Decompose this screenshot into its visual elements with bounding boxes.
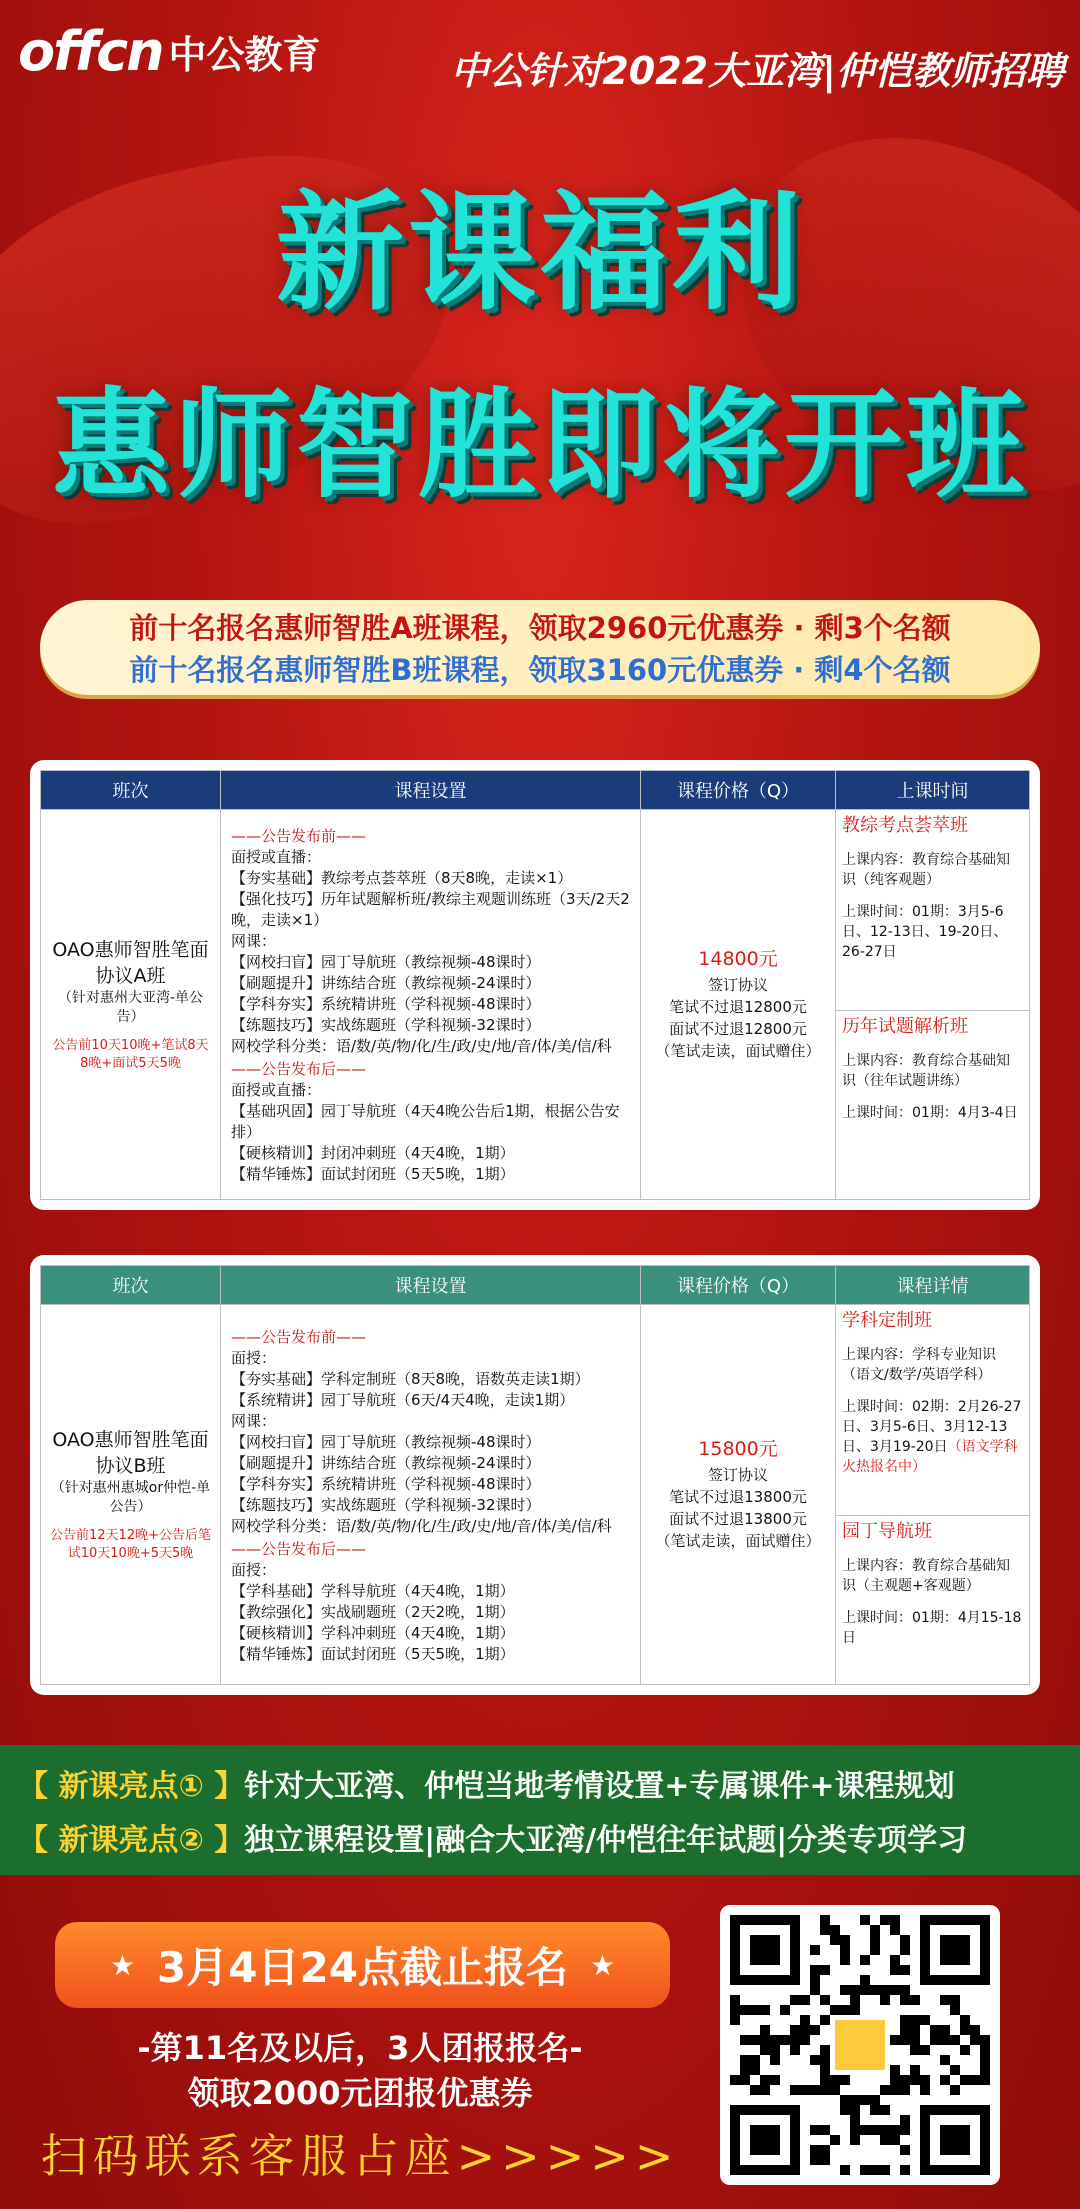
group-offer-line-1: -第11名及以后，3人团报报名-	[137, 2029, 583, 2067]
time-text: 上课时间：02期：2月26-27日、3月5-6日、3月12-13日、3月19-20日	[842, 1399, 1022, 1455]
time-block-name: 学科定制班	[842, 1310, 932, 1331]
brand-logo	[18, 20, 321, 83]
settings-line: 【刷题提升】讲练结合班（教综视频-24课时）	[231, 974, 541, 992]
price-line: 笔试不过退12800元	[669, 997, 807, 1016]
price-cell	[641, 810, 836, 1200]
settings-line: 网课：	[231, 1411, 277, 1430]
class-sub: （针对惠州大亚湾-单公告）	[57, 989, 204, 1025]
headline-line-2: 惠师智胜即将开班	[51, 376, 1028, 514]
time-block-time: 上课时间：01期：4月3-4日	[842, 1105, 1018, 1121]
time-block	[836, 1305, 1029, 1515]
settings-line: 面授：	[231, 1560, 277, 1579]
settings-section-heading: ——公告发布前——	[231, 1327, 367, 1346]
time-cell	[836, 1305, 1030, 1685]
time-block-time	[842, 1397, 1023, 1477]
header	[0, 0, 1080, 110]
settings-cell	[221, 1305, 641, 1685]
time-block	[836, 1010, 1029, 1129]
time-block-content: 上课内容：学科专业知识（语文/数学/英语学科）	[842, 1347, 996, 1383]
settings-line: 【刷题提升】讲练结合班（教综视频-24课时）	[231, 1453, 541, 1472]
settings-line: 【教综强化】实战刷题班（2天2晚，1期）	[231, 1602, 515, 1621]
table-header: 课程设置	[221, 771, 641, 810]
star-icon: ★	[589, 1948, 616, 1982]
time-block-name: 教综考点荟萃班	[842, 815, 968, 836]
settings-section-heading: ——公告发布后——	[231, 1060, 367, 1078]
time-block-name: 园丁导航班	[842, 1521, 932, 1542]
coupon-line-a: 前十名报名惠师智胜A班课程，领取2960元优惠券 · 剩3个名额	[129, 611, 951, 645]
course-table-a	[30, 760, 1040, 1210]
settings-section-heading: ——公告发布后——	[231, 1539, 367, 1558]
price-line: 签订协议	[707, 1465, 768, 1484]
highlight-text: 针对大亚湾、仲恺当地考情设置+专属课件+课程规划	[244, 1769, 955, 1804]
time-block-content: 上课内容：教育综合基础知识（往年试题讲练）	[842, 1053, 1010, 1089]
settings-line: 面授：	[231, 1348, 277, 1367]
class-extra: 公告前10天10晚+笔试8天8晚+面试5天5晚	[52, 1037, 209, 1071]
settings-line: 【精华锤炼】面试封闭班（5天5晚，1期）	[231, 1165, 515, 1183]
highlight-row	[18, 1815, 967, 1859]
class-name: OAO惠师智胜笔面协议B班	[52, 1428, 209, 1477]
highlights-band	[0, 1745, 1080, 1875]
price-line: 签订协议	[707, 975, 768, 994]
settings-line: 【强化技巧】历年试题解析班/教综主观题训练班（3天/2天2晚，走读×1）	[231, 890, 630, 929]
highlight-row	[18, 1761, 955, 1805]
settings-line: 【学科夯实】系统精讲班（学科视频-48课时）	[231, 995, 541, 1013]
settings-line: 【硬核精训】封闭冲刺班（4天4晚，1期）	[231, 1144, 515, 1162]
settings-line: 面授或直播：	[231, 848, 322, 866]
deadline-label: 3月4日24点截止报名	[157, 1943, 568, 1992]
table-header: 课程详情	[836, 1266, 1030, 1305]
settings-line: 【系统精讲】园丁导航班（6天/4天4晚，走读1期）	[231, 1390, 575, 1409]
course-table-b	[30, 1255, 1040, 1695]
settings-line: 【夯实基础】教综考点荟萃班（8天8晚，走读×1）	[231, 869, 573, 887]
highlight-tag: 【 新课亮点② 】	[18, 1823, 245, 1858]
settings-line: 【网校扫盲】园丁导航班（教综视频-48课时）	[231, 1432, 541, 1451]
settings-line: 面授或直播：	[231, 1081, 322, 1099]
time-note: （语文学科火热报名中）	[842, 1439, 1018, 1475]
settings-line: 网校学科分类：语/数/英/物/化/生/政/史/地/音/体/美/信/科	[231, 1037, 612, 1055]
highlight-tag: 【 新课亮点① 】	[18, 1769, 245, 1804]
class-cell	[41, 810, 221, 1200]
settings-line: 【学科夯实】系统精讲班（学科视频-48课时）	[231, 1474, 541, 1493]
highlight-text: 独立课程设置|融合大亚湾/仲恺往年试题|分类专项学习	[244, 1823, 968, 1858]
settings-line: 【练题技巧】实战练题班（学科视频-32课时）	[231, 1495, 541, 1514]
coupon-banner	[40, 600, 1040, 695]
settings-line: 【夯实基础】学科定制班（8天8晚，语数英走读1期）	[231, 1369, 590, 1388]
logo-name: 中公教育	[168, 33, 321, 77]
price-cell	[641, 1305, 836, 1685]
headline-line-1: 新课福利	[275, 179, 804, 328]
time-block	[836, 810, 1029, 1010]
settings-line: 网校学科分类：语/数/英/物/化/生/政/史/地/音/体/美/信/科	[231, 1516, 612, 1535]
price-line: 面试不过退13800元	[669, 1509, 807, 1528]
settings-line: 【网校扫盲】园丁导航班（教综视频-48课时）	[231, 953, 541, 971]
time-block-name: 历年试题解析班	[842, 1016, 968, 1037]
class-extra: 公告前12天12晚+公告后笔试10天10晚+5天5晚	[50, 1527, 211, 1561]
price-line: （笔试走读，面试赠住）	[655, 1041, 821, 1060]
settings-line: 【基础巩固】园丁导航班（4天4晚公告后1期，根据公告安排）	[231, 1102, 620, 1141]
time-block-content: 上课内容：教育综合基础知识（主观题+客观题）	[842, 1558, 1010, 1594]
qr-code-graphic	[730, 1915, 990, 2175]
settings-line: 【精华锤炼】面试封闭班（5天5晚，1期）	[231, 1644, 515, 1663]
settings-line: 【学科基础】学科导航班（4天4晚，1期）	[231, 1581, 515, 1600]
class-sub: （针对惠州惠城or仲恺-单公告）	[50, 1479, 211, 1515]
time-block-time: 上课时间：01期：3月5-6日、12-13日、19-20日、26-27日	[842, 904, 1008, 960]
table-header: 课程设置	[221, 1266, 641, 1305]
scan-cta: 扫码联系客服占座>>>>>	[40, 2129, 680, 2183]
group-offer-line-2: 领取2000元团报优惠券	[187, 2074, 533, 2112]
class-name: OAO惠师智胜笔面协议A班	[52, 938, 209, 987]
time-block-content: 上课内容：教育综合基础知识（纯客观题）	[842, 852, 1010, 888]
settings-cell	[221, 810, 641, 1200]
table-header: 班次	[41, 771, 221, 810]
qr-code-icon[interactable]	[720, 1905, 1000, 2185]
table-header: 课程价格（Q）	[641, 1266, 836, 1305]
header-title: 中公针对2022大亚湾|仲恺教师招聘	[450, 49, 1064, 93]
time-cell	[836, 810, 1030, 1200]
star-icon: ★	[109, 1948, 136, 1982]
price-line: 面试不过退12800元	[669, 1019, 807, 1038]
settings-line: 网课：	[231, 932, 277, 950]
time-block-time: 上课时间：01期：4月15-18日	[842, 1610, 1022, 1646]
settings-line: 【硬核精训】学科冲刺班（4天4晚，1期）	[231, 1623, 515, 1642]
table-header: 上课时间	[836, 771, 1030, 810]
price: 15800元	[698, 1437, 778, 1460]
time-block	[836, 1515, 1029, 1654]
price: 14800元	[698, 947, 778, 970]
coupon-line-b: 前十名报名惠师智胜B班课程，领取3160元优惠券 · 剩4个名额	[129, 653, 951, 687]
table-header: 课程价格（Q）	[641, 771, 836, 810]
logo-mark: offcn	[18, 20, 163, 83]
price-line: 笔试不过退13800元	[669, 1487, 807, 1506]
deadline-button[interactable]	[55, 1922, 670, 2008]
settings-line: 【练题技巧】实战练题班（学科视频-32课时）	[231, 1016, 541, 1034]
price-line: （笔试走读，面试赠住）	[655, 1531, 821, 1550]
settings-section-heading: ——公告发布前——	[231, 827, 367, 845]
class-cell	[41, 1305, 221, 1685]
table-header: 班次	[41, 1266, 221, 1305]
